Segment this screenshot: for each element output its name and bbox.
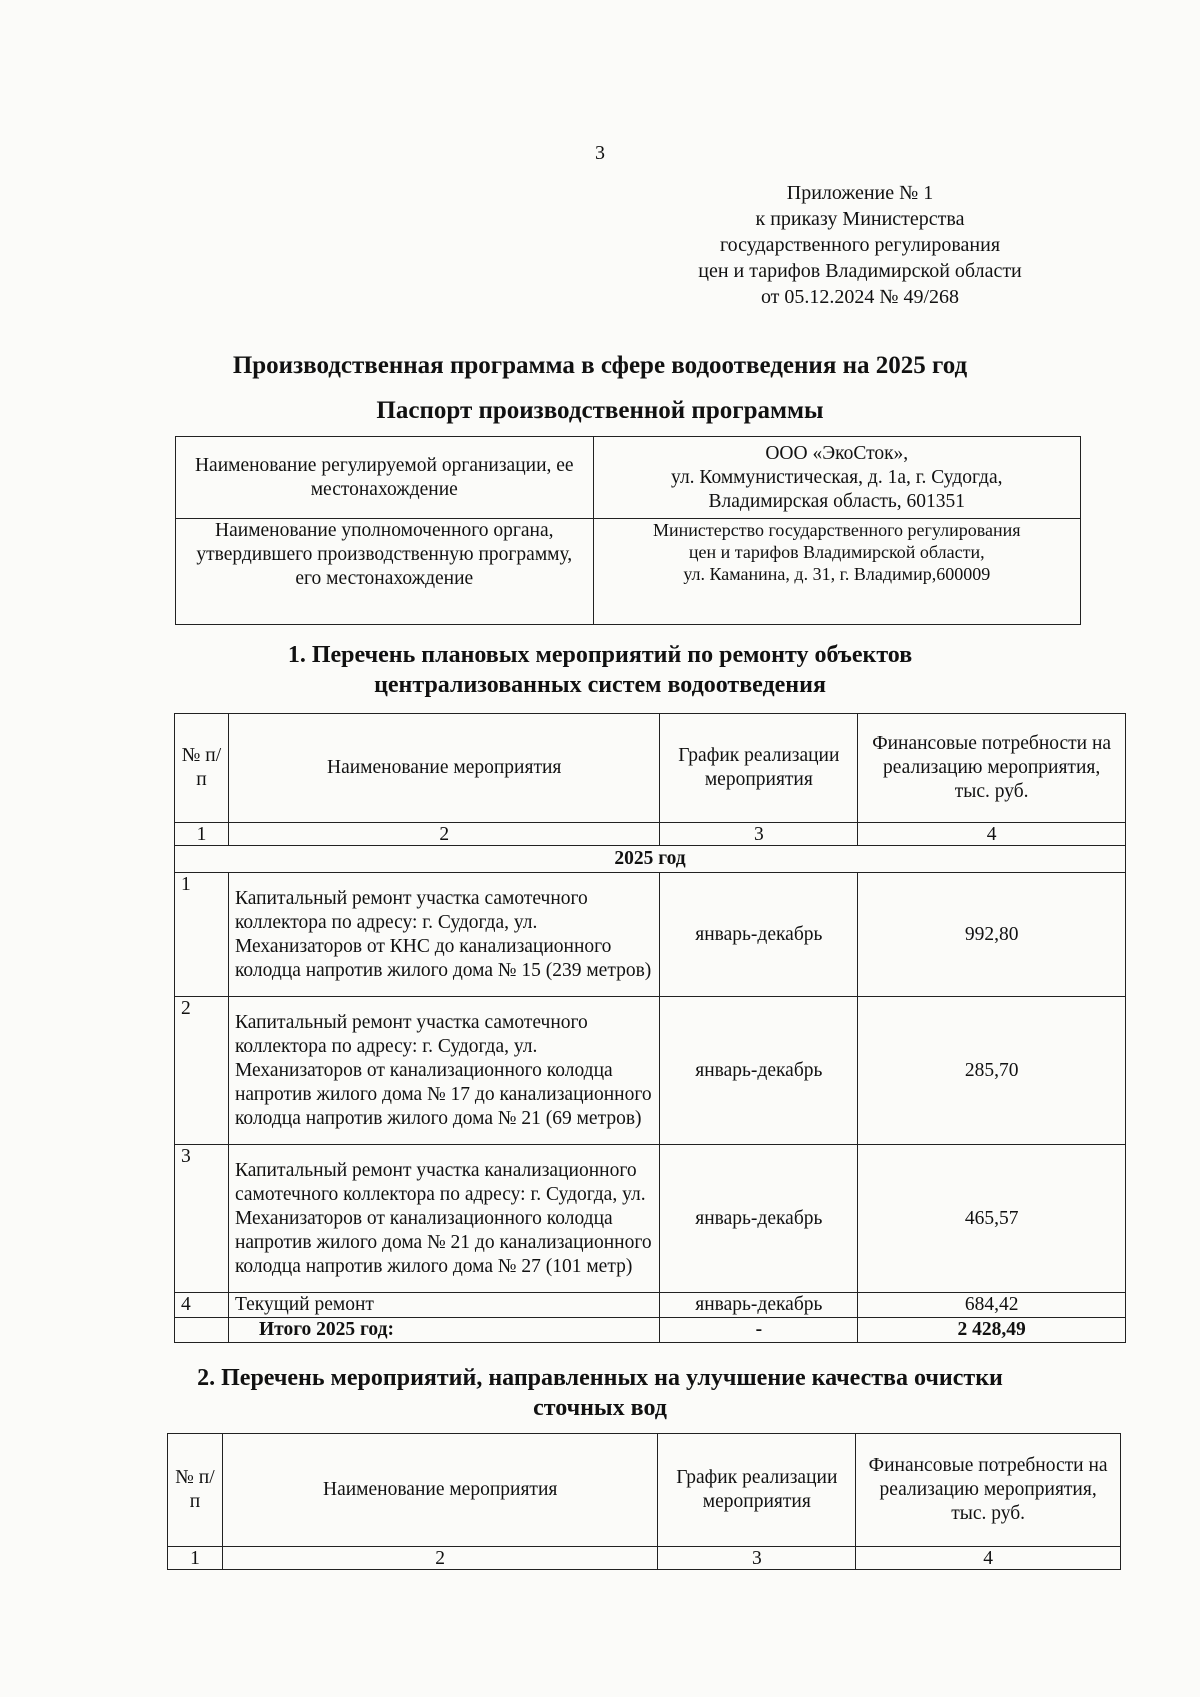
column-number-row [168,1547,1121,1570]
section2-title-line: 2. Перечень мероприятий, направленных на улучшение качества очистки [197,1365,1003,1391]
header-finance: Финансовые потребности на реализацию мероприятия, тыс. руб. [858,714,1126,823]
repair-measures-table [174,713,1126,1343]
quality-measures-table [167,1433,1121,1570]
section2-title [0,1363,1200,1423]
total-amount: 2 428,49 [858,1318,1126,1343]
column-number: 2 [228,823,659,846]
row-name: Текущий ремонт [228,1293,659,1318]
appendix-block [640,180,1080,310]
row-schedule: январь-декабрь [660,997,858,1145]
passport-label: Наименование уполномоченного органа, утвердившего производственную программу, его местонахождение [176,519,594,625]
row-number: 3 [175,1145,229,1293]
passport-value-line: Владимирская область, 601351 [708,490,966,512]
appendix-line: от 05.12.2024 № 49/268 [760,286,960,308]
row-name: Капитальный ремонт участка самотечного коллектора по адресу: г. Судогда, ул. Механизаторов от КНС до канализационного колодца напротив жилого дома № 15 (239 метров) [228,873,659,997]
page-number: 3 [595,142,605,164]
section1-title-line: централизованных систем водоотведения [374,672,826,698]
column-number: 4 [858,823,1126,846]
table-header-row [175,714,1126,823]
table-row [175,1293,1126,1318]
passport-value-line: ул. Каманина, д. 31, г. Владимир,600009 [683,564,991,584]
total-schedule: - [660,1318,858,1343]
passport-value-line: ООО «ЭкоСток», [765,442,909,464]
row-amount: 465,57 [858,1145,1126,1293]
row-name: Капитальный ремонт участка самотечного коллектора по адресу: г. Судогда, ул. Механизаторов от канализационного колодца напротив жилого дома № 17 до канализационного колодца напротив жилого дома № 21 (69 метров) [228,997,659,1145]
appendix-line: государственного регулирования [719,234,1001,256]
column-number-row [175,823,1126,846]
section1-title [0,640,1200,700]
table-row [175,873,1126,997]
row-schedule: январь-декабрь [660,873,858,997]
passport-label: Наименование регулируемой организации, ее местонахождение [176,437,594,519]
document-title: Производственная программа в сфере водоотведения на 2025 год [232,352,968,379]
column-number: 4 [856,1547,1121,1570]
appendix-line: цен и тарифов Владимирской области [698,260,1022,282]
column-number: 1 [175,823,229,846]
total-number-cell [175,1318,229,1343]
total-row [175,1318,1126,1343]
header-number: № п/п [175,714,229,823]
passport-value-line: Министерство государственного регулирования [652,520,1021,540]
table-row [175,997,1126,1145]
passport-row [176,519,1081,625]
section1-title-line: 1. Перечень плановых мероприятий по ремонту объектов [287,642,913,668]
total-label: Итого 2025 год: [228,1318,659,1343]
passport-table [175,436,1081,625]
column-number: 1 [168,1547,223,1570]
row-number: 2 [175,997,229,1145]
row-schedule: январь-декабрь [660,1293,858,1318]
year-row [175,846,1126,873]
header-name: Наименование мероприятия [222,1434,657,1547]
year-label: 2025 год [175,846,1126,873]
row-number: 4 [175,1293,229,1318]
passport-value-line: цен и тарифов Владимирской области, [688,542,985,562]
row-number: 1 [175,873,229,997]
section2-title-line: сточных вод [533,1395,667,1421]
header-finance: Финансовые потребности на реализацию мероприятия, тыс. руб. [856,1434,1121,1547]
passport-value-line: ул. Коммунистическая, д. 1а, г. Судогда, [671,466,1003,488]
passport-value [593,437,1080,519]
row-amount: 285,70 [858,997,1126,1145]
table-header-row [168,1434,1121,1547]
appendix-line: Приложение № 1 [786,182,934,204]
header-schedule: График реализации мероприятия [660,714,858,823]
header-name: Наименование мероприятия [228,714,659,823]
header-schedule: График реализации мероприятия [658,1434,856,1547]
row-schedule: январь-декабрь [660,1145,858,1293]
row-amount: 684,42 [858,1293,1126,1318]
appendix-line: к приказу Министерства [755,208,965,230]
row-amount: 992,80 [858,873,1126,997]
column-number: 3 [658,1547,856,1570]
passport-value [593,519,1080,625]
row-name: Капитальный ремонт участка канализационного самотечного коллектора по адресу: г. Судогда, ул. Механизаторов от канализационного колодца напротив жилого дома № 21 до канализационного колодца напротив жилого дома № 27 (101 метр) [228,1145,659,1293]
table-row [175,1145,1126,1293]
passport-row [176,437,1081,519]
column-number: 2 [222,1547,657,1570]
passport-title: Паспорт производственной программы [376,397,824,424]
header-number: № п/п [168,1434,223,1547]
column-number: 3 [660,823,858,846]
